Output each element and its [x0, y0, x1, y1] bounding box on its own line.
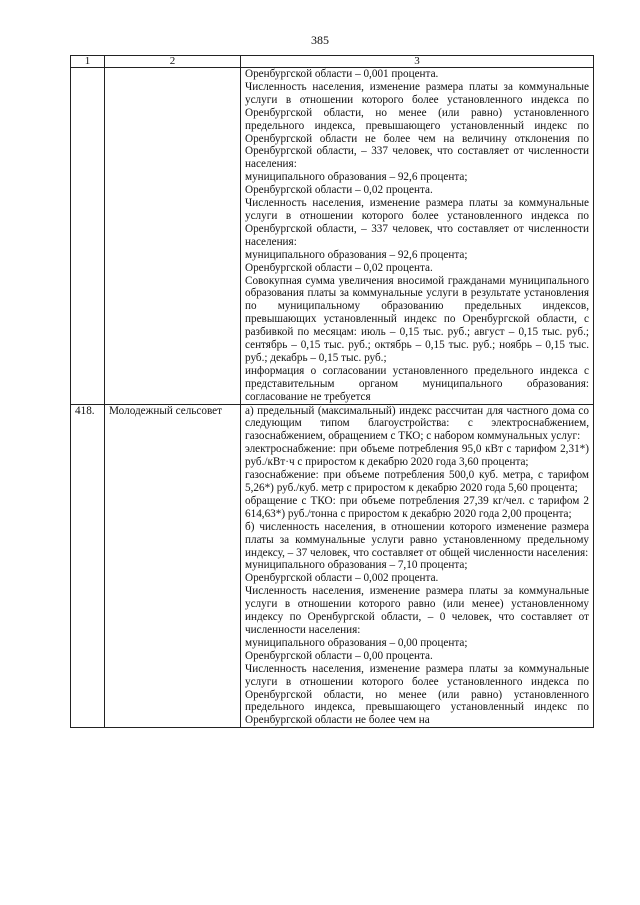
description-paragraph: а) предельный (максимальный) индекс рассчитан для частного дома со следующим типом благоустройства: с электроснабжением, газоснабжением, обращением с ТКО; с набором коммунальных услуг: — [245, 404, 589, 443]
description-paragraph: Оренбургской области – 0,00 процента. — [245, 649, 433, 662]
row-number: 418. — [71, 404, 105, 728]
description-paragraph: Оренбургской области – 0,02 процента. — [245, 261, 433, 274]
description-paragraph: газоснабжение: при объеме потребления 500,0 куб. метра, с тарифом 5,26*) руб./куб. метр с приростом к декабрю 2020 года 5,60 процента; — [245, 469, 589, 494]
description-paragraph: Оренбургской области – 0,001 процента. — [245, 68, 439, 80]
description-paragraph: Численность населения, изменение размера платы за коммунальные услуги в отношении которого более установленного индекса по Оренбургской области, – 337 человек, что составляет от численности населения: — [245, 197, 589, 248]
description-cell — [241, 404, 594, 728]
description-paragraph: обращение с ТКО: при объеме потребления 27,39 кг/чел. с тарифом 2 614,63*) руб./тонна с приростом к декабрю 2020 года 2,00 процента; — [245, 494, 589, 520]
table-row — [71, 404, 594, 728]
description-paragraph: муниципального образования – 0,00 процента; — [245, 636, 468, 649]
description-paragraph: Численность населения, изменение размера платы за коммунальные услуги в отношении которого более установленного индекса по Оренбургской области, но менее (или равно) установленного предельного индекса, превышающего установленный индекс по Оренбургской области не более чем на величину отклонения по Оренбургской области, – 337 человек, что составляет от численности населения: — [245, 80, 589, 171]
description-paragraph: б) численность населения, в отношении которого изменение размера платы за коммунальные услуги равно установленному предельному индексу, – 37 человек, что составляет от общей численности населения: — [245, 520, 589, 559]
description-paragraph: Численность населения, изменение размера платы за коммунальные услуги в отношении которого более установленного индекса по Оренбургской области, но менее (или равно) установленного предельного индекса, превышающего установленный индекс по Оренбургской области не более чем на — [245, 662, 589, 727]
table-row — [71, 68, 594, 405]
municipality-name — [105, 68, 241, 405]
table-header — [71, 56, 594, 68]
description-paragraph: Оренбургской области – 0,002 процента. — [245, 572, 439, 585]
header-col-2: 2 — [105, 56, 241, 68]
page-number: 385 — [311, 33, 329, 47]
description-paragraph: Численность населения, изменение размера платы за коммунальные услуги в отношении которого равно (или менее) установленному индексу по Оренбургской области, – 0 человек, что составляет от численности населения: — [245, 585, 589, 636]
row-number — [71, 68, 105, 405]
header-col-3: 3 — [241, 56, 594, 68]
description-paragraph: Оренбургской области – 0,02 процента. — [245, 184, 433, 197]
table-body — [71, 68, 594, 728]
description-paragraph: информация о согласовании установленного предельного индекса с представительным органом муниципального образования: согласование не требуется — [245, 364, 589, 403]
description-paragraph: муниципального образования – 92,6 процента; — [245, 171, 468, 184]
municipality-name: Молодежный сельсовет — [105, 404, 241, 728]
document-table — [70, 55, 594, 728]
table-header-row — [71, 56, 594, 68]
description-paragraph: Совокупная сумма увеличения вносимой гражданами муниципального образования платы за коммунальные услуги в результате установления по муниципальному образованию предельных индексов, превышающих установленный индекс по Оренбургской области, с разбивкой по месяцам: июль – 0,15 тыс. руб.; август – 0,15 тыс. руб.; сентябрь – 0,15 тыс. руб.; октябрь – 0,15 тыс. руб.; ноябрь – 0,15 тыс. руб.; декабрь – 0,15 тыс. руб.; — [245, 274, 589, 364]
header-col-1: 1 — [71, 56, 105, 68]
description-cell — [241, 68, 594, 405]
description-paragraph: электроснабжение: при объеме потребления 95,0 кВт с тарифом 2,31*) руб./кВт·ч с приростом к декабрю 2020 года 3,60 процента; — [245, 443, 589, 469]
description-paragraph: муниципального образования – 7,10 процента; — [245, 559, 468, 572]
description-paragraph: муниципального образования – 92,6 процента; — [245, 248, 468, 261]
